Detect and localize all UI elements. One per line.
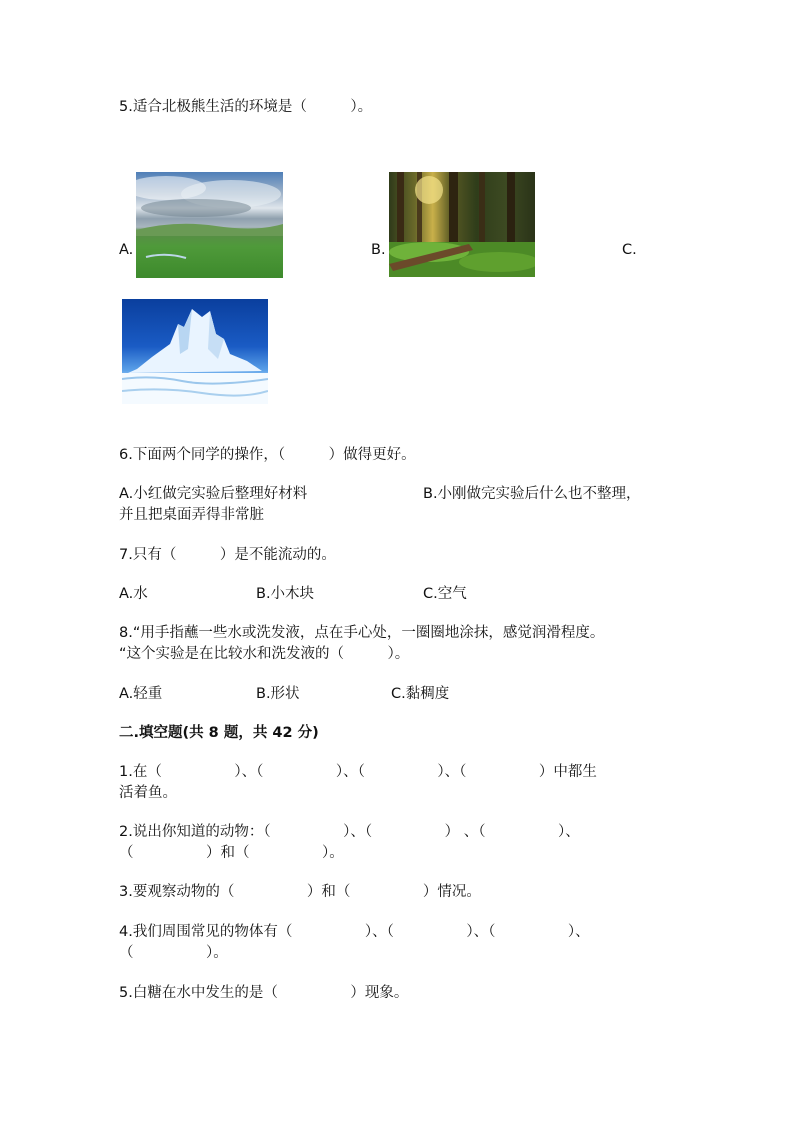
q8-question-line1: 8.“用手指蘸一些水或洗发液，点在手心处，一圈圈地涂抹，感觉润滑程度。: [119, 625, 605, 641]
fill-item-4-line2: （ ）。: [119, 945, 228, 961]
fill-item-5: 5.白糖在水中发生的是（ ）现象。: [119, 985, 409, 1001]
q6-option-a: A.小红做完实验后整理好材料: [119, 486, 308, 502]
fill-item-4-line1: 4.我们周围常见的物体有（ ）、（ ）、（ ）、: [119, 924, 590, 940]
q8-option-a: A.轻重: [119, 686, 163, 702]
q7-question: 7.只有（ ）是不能流动的。: [119, 547, 336, 563]
iceberg-image: [122, 299, 268, 404]
q8-option-c: C.黏稠度: [391, 686, 450, 702]
fill-item-2-line1: 2.说出你知道的动物：（ ）、（ ） 、（ ）、: [119, 824, 580, 840]
q7-option-b: B.小木块: [256, 586, 315, 602]
q8-option-b: B.形状: [256, 686, 300, 702]
fill-item-3: 3.要观察动物的（ ）和（ ）情况。: [119, 884, 481, 900]
q5-option-a-label: A.: [119, 242, 134, 258]
q5-option-c-label: C.: [622, 242, 637, 258]
q5-option-b-label: B.: [371, 242, 386, 258]
fill-item-2-line2: （ ）和（ ）。: [119, 845, 344, 861]
grassland-image: [136, 172, 283, 278]
forest-image: [389, 172, 535, 277]
q8-question-line2: “这个实验是在比较水和洗发液的（ ）。: [119, 646, 410, 662]
section-heading: 二.填空题(共 8 题，共 42 分): [119, 725, 319, 741]
fill-item-1-line2: 活着鱼。: [119, 785, 177, 801]
q6-option-b: B.小刚做完实验后什么也不整理，: [423, 486, 641, 502]
fill-item-1-line1: 1.在（ ）、（ ）、（ ）、（ ）中都生: [119, 764, 597, 780]
q7-option-c: C.空气: [423, 586, 467, 602]
q6-question: 6.下面两个同学的操作，（ ）做得更好。: [119, 447, 416, 463]
q5-question: 5.适合北极熊生活的环境是（ ）。: [119, 99, 373, 115]
q7-option-a: A.水: [119, 586, 148, 602]
q6-option-b-continued: 并且把桌面弄得非常脏: [119, 507, 264, 523]
